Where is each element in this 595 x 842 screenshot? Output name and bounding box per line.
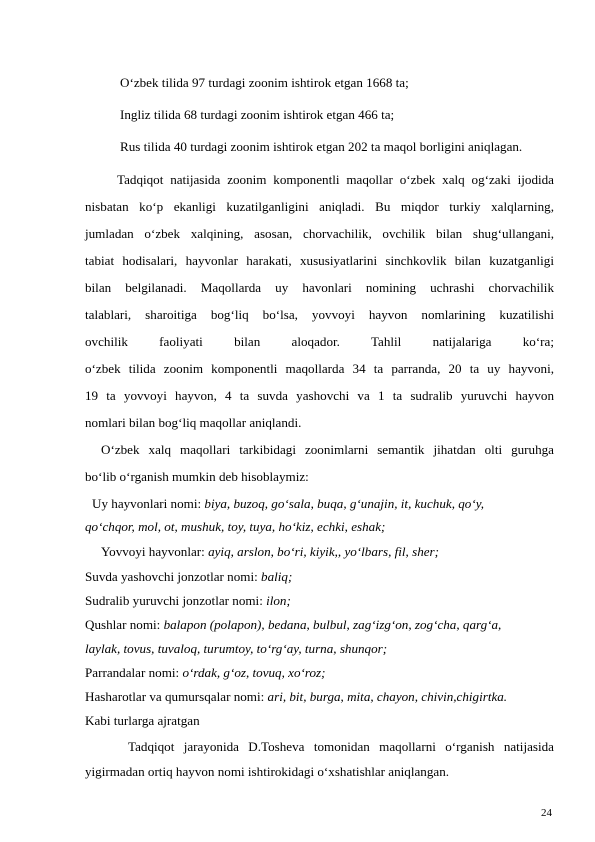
group-insects xyxy=(85,689,507,705)
paragraph-1-line: bilan belgilanadi. Maqollarda uy havonlari nomining uchrashi chorvachilik xyxy=(85,280,554,295)
group-label: Parrandalar nomi: xyxy=(85,665,180,680)
paragraph-2-line: bo‘lib o‘rganish mumkin deb hisoblaymiz: xyxy=(85,469,309,484)
group-label: Sudralib yuruvchi jonzotlar nomi: xyxy=(85,593,263,608)
stat-line-russian: Rus tilida 40 turdagi zoonim ishtirok etgan 202 ta maqol borligini aniqlagan. xyxy=(120,139,523,154)
stat-line-uzbek: O‘zbek tilida 97 turdagi zoonim ishtirok etgan 1668 ta; xyxy=(120,75,409,90)
paragraph-1-line: nisbatan ko‘p ekanligi kuzatilganligini aniqladi. Bu miqdor turkiy xalqlarning, xyxy=(85,199,554,214)
paragraph-1-line: jumladan o‘zbek xalqining, asosan, chorvachilik, ovchilik bilan shug‘ullangani, xyxy=(85,226,554,241)
group-aquatic xyxy=(85,569,292,585)
group-items: ayiq, arslon, bo‘ri, kiyik,, yo‘lbars, fil, sher; xyxy=(208,544,440,559)
page-number: 24 xyxy=(541,807,552,819)
group-items: qo‘chqor, mol, ot, mushuk, toy, tuya, ho‘kiz, echki, eshak; xyxy=(85,519,386,534)
paragraph-3-line: yigirmadan ortiq hayvon nomi ishtirokidagi o‘xshatishlar aniqlangan. xyxy=(85,764,450,779)
group-wild-animals xyxy=(101,544,439,560)
group-items: laylak, tovus, tuvaloq, turumtoy, to‘rg‘ay, turna, shunqor; xyxy=(85,641,388,656)
group-birds-continued xyxy=(85,641,387,657)
paragraph-1-line: Tadqiqot natijasida zoonim komponentli maqollar o‘zbek xalq og‘zaki ijodida xyxy=(117,172,554,187)
paragraph-1-line: talablari, sharoitiga bog‘liq bo‘lsa, yovvoyi hayvon nomlarining kuzatilishi xyxy=(85,307,554,322)
paragraph-3-line: Tadqiqot jarayonida D.Tosheva tomonidan maqollarni o‘rganish natijasida xyxy=(128,739,554,754)
group-label: Suvda yashovchi jonzotlar nomi: xyxy=(85,569,258,584)
paragraph-1-line: 19 ta yovvoyi hayvon, 4 ta suvda yashovchi va 1 ta sudralib yuruvchi hayvon xyxy=(85,388,554,403)
paragraph-1-line: nomlari bilan bog‘liq maqollar aniqlandi. xyxy=(85,415,302,430)
group-items: ilon; xyxy=(266,593,291,608)
stat-line-english: Ingliz tilida 68 turdagi zoonim ishtirok etgan 466 ta; xyxy=(120,107,395,122)
paragraph-1-line: ovchilik faoliyati bilan aloqador. Tahlil natijalariga ko‘ra; xyxy=(85,334,554,349)
group-items: ari, bit, burga, mita, chayon, chivin,chigirtka. xyxy=(267,689,508,704)
group-label: Yovvoyi hayvonlar: xyxy=(101,544,205,559)
group-reptiles xyxy=(85,593,291,609)
group-domestic-animals xyxy=(92,496,484,512)
group-label: Qushlar nomi: xyxy=(85,617,161,632)
group-items: baliq; xyxy=(261,569,293,584)
paragraph-2-line: O‘zbek xalq maqollari tarkibidagi zoonimlarni semantik jihatdan olti guruhga xyxy=(101,442,554,457)
group-items: o‘rdak, g‘oz, tovuq, xo‘roz; xyxy=(182,665,326,680)
group-label: Uy hayvonlari nomi: xyxy=(92,496,202,511)
paragraph-1-line: o‘zbek tilida zoonim komponentli maqollarda 34 ta parranda, 20 ta uy hayvoni, xyxy=(85,361,554,376)
group-birds xyxy=(85,617,501,633)
group-poultry xyxy=(85,665,326,681)
paragraph-1-line: tabiat hodisalari, hayvonlar harakati, xususiyatlarini sinchkovlik bilan kuzatganligi xyxy=(85,253,554,268)
group-items: balapon (polapon), bedana, bulbul, zag‘izg‘on, zog‘cha, qarg‘a, xyxy=(163,617,502,632)
group-items: biya, buzoq, go‘sala, buqa, g‘unajin, it, kuchuk, qo‘y, xyxy=(204,496,485,511)
groups-closing-line: Kabi turlarga ajratgan xyxy=(85,713,200,728)
group-domestic-animals-continued xyxy=(85,519,385,535)
group-label: Hasharotlar va qumursqalar nomi: xyxy=(85,689,265,704)
